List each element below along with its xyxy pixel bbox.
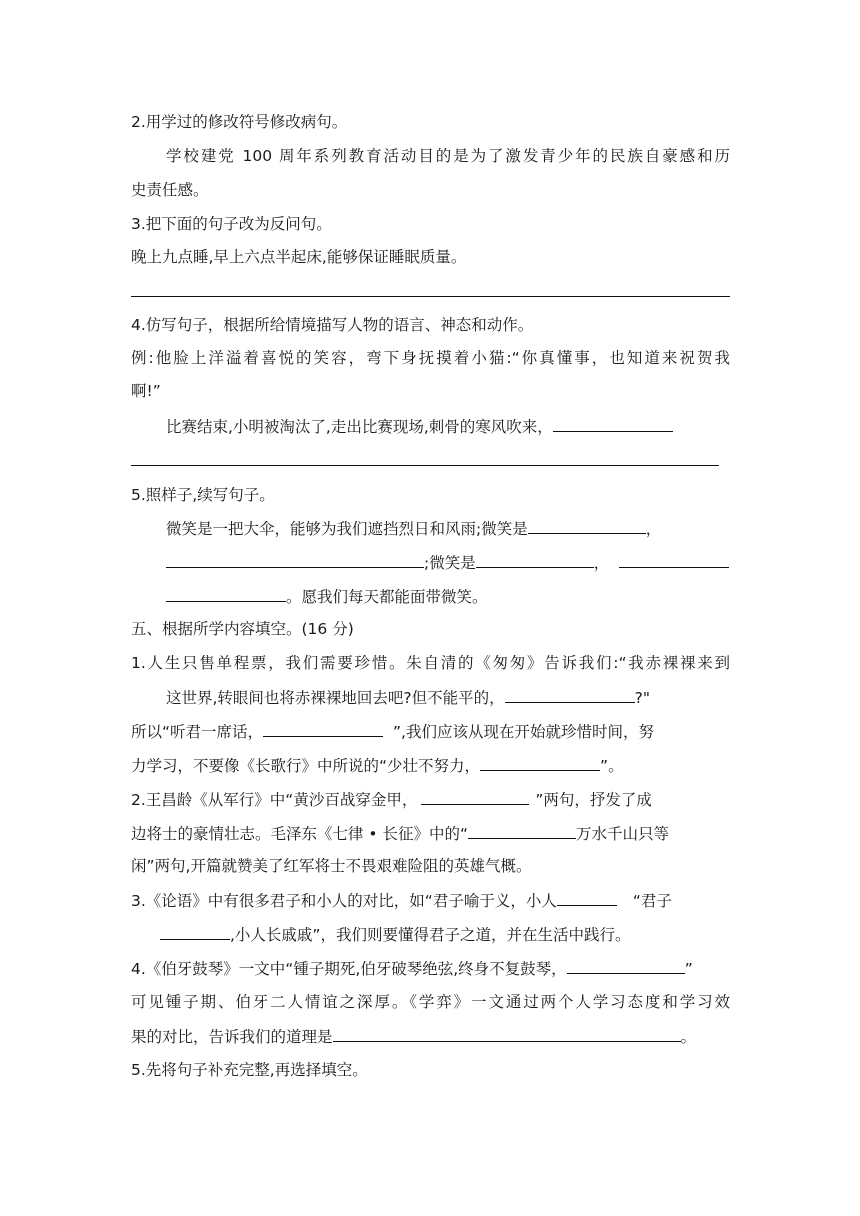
f1-text-3a: 所以“听君一席话， xyxy=(131,723,264,741)
f2-text-2b: 万水千山只等 xyxy=(576,825,670,843)
f1-line3 xyxy=(131,720,654,743)
q4-title: 4.仿写句子，根据所给情境描写人物的语言、神态和动作。 xyxy=(131,316,534,334)
f3-text-1a: 3.《论语》中有很多君子和小人的对比，如“君子喻于义，小人 xyxy=(131,892,557,910)
f1-blank-1[interactable] xyxy=(505,686,635,703)
f2-blank-2[interactable] xyxy=(468,822,576,839)
q5-comma-1: ， xyxy=(645,520,662,538)
f1-text-2a: 这世界,转眼间也将赤裸裸地回去吧?但不能平的， xyxy=(166,689,505,707)
f1-blank-3[interactable] xyxy=(480,754,600,771)
q3-sentence: 晚上九点睡,早上六点半起床,能够保证睡眠质量。 xyxy=(131,248,467,266)
f4-blank-2[interactable] xyxy=(333,1025,681,1042)
q2-sentence-line2: 史责任感。 xyxy=(131,181,209,199)
f1-text-3b: ”,我们应该从现在开始就珍惜时间，努 xyxy=(393,723,654,741)
f3-line2 xyxy=(160,923,630,946)
f1-text-2b: ?" xyxy=(634,689,651,707)
f1-line2 xyxy=(166,686,650,709)
f2-text-1b: ”两句，抒发了成 xyxy=(535,791,652,809)
q5-blank-3[interactable] xyxy=(476,551,594,568)
q5-title: 5.照样子,续写句子。 xyxy=(131,486,275,504)
f4-text-1a: 4.《伯牙鼓琴》一文中“锺子期死,伯牙破琴绝弦,终身不复鼓琴， xyxy=(131,960,567,978)
f4-line2: 可见锺子期、伯牙二人情谊之深厚。《学弈》一文通过两个人学习态度和学习效 xyxy=(131,993,730,1011)
q4-example-line2: 啊!” xyxy=(131,382,161,400)
q5-blank-2[interactable] xyxy=(166,551,424,568)
q3-answer-line[interactable] xyxy=(131,296,730,297)
q5-line3 xyxy=(166,585,488,608)
f5-title: 5.先将句子补充完整,再选择填空。 xyxy=(131,1061,368,1079)
f1-text-4b: ”。 xyxy=(600,757,624,775)
f3-text-2b: ,小人长戚戚”，我们则要懂得君子之道，并在生活中践行。 xyxy=(230,926,631,944)
q5-blank-4[interactable] xyxy=(619,551,729,568)
q5-comma-2: ， xyxy=(593,554,610,572)
f3-line1 xyxy=(131,889,672,912)
q4-prompt: 比赛结束,小明被淘汰了,走出比赛现场,刺骨的寒风吹来， xyxy=(166,418,553,436)
f3-blank-1[interactable] xyxy=(557,889,617,906)
f4-line1 xyxy=(131,957,693,980)
q2-sentence-line1: 学校建党 100 周年系列教育活动目的是为了激发青少年的民族自豪感和历 xyxy=(166,147,730,165)
f3-blank-2[interactable] xyxy=(160,923,230,940)
q3-title: 3.把下面的句子改为反问句。 xyxy=(131,215,332,233)
f4-text-3a: 果的对比，告诉我们的道理是 xyxy=(131,1028,333,1046)
q4-answer-line[interactable] xyxy=(131,465,719,466)
f4-text-1b: ” xyxy=(684,960,693,978)
section5-title: 五、根据所学内容填空。(16 分) xyxy=(131,620,354,638)
q4-example-line1: 例:他脸上洋溢着喜悦的笑容，弯下身抚摸着小猫:“你真懂事，也知道来祝贺我 xyxy=(131,349,730,367)
f1-text-4a: 力学习，不要像《长歌行》中所说的“少壮不努力， xyxy=(131,757,481,775)
f4-line3 xyxy=(131,1025,696,1048)
q5-text-3: 。愿我们每天都能面带微笑。 xyxy=(286,588,488,606)
q5-blank-5[interactable] xyxy=(166,585,286,602)
q4-blank-1[interactable] xyxy=(553,415,673,432)
f3-text-1b: “君子 xyxy=(632,892,672,910)
q5-text-1: 微笑是一把大伞，能够为我们遮挡烈日和风雨;微笑是 xyxy=(166,520,528,538)
q5-line2 xyxy=(166,551,729,574)
f2-text-1a: 2.王昌龄《从军行》中“黄沙百战穿金甲， xyxy=(131,791,418,809)
f2-text-2a: 边将士的豪情壮志。毛泽东《七律 • 长征》中的“ xyxy=(131,825,469,843)
q5-line1 xyxy=(166,517,661,540)
f1-line1: 1.人生只售单程票，我们需要珍惜。朱自清的《匆匆》告诉我们:“我赤裸裸来到 xyxy=(131,654,730,672)
f4-blank-1[interactable] xyxy=(567,957,685,974)
q5-blank-1[interactable] xyxy=(528,517,646,534)
q4-prompt-line xyxy=(166,415,673,438)
f4-text-3b: 。 xyxy=(680,1028,697,1046)
f1-line4 xyxy=(131,754,624,777)
q2-title: 2.用学过的修改符号修改病句。 xyxy=(131,113,348,131)
f2-line1 xyxy=(131,788,652,811)
f1-blank-2[interactable] xyxy=(263,720,383,737)
f2-line2 xyxy=(131,822,669,845)
q5-text-2: ;微笑是 xyxy=(424,554,476,572)
f2-line3: 闲”两句,开篇就赞美了红军将士不畏艰难险阻的英雄气概。 xyxy=(131,857,532,875)
f2-blank-1[interactable] xyxy=(421,788,529,805)
